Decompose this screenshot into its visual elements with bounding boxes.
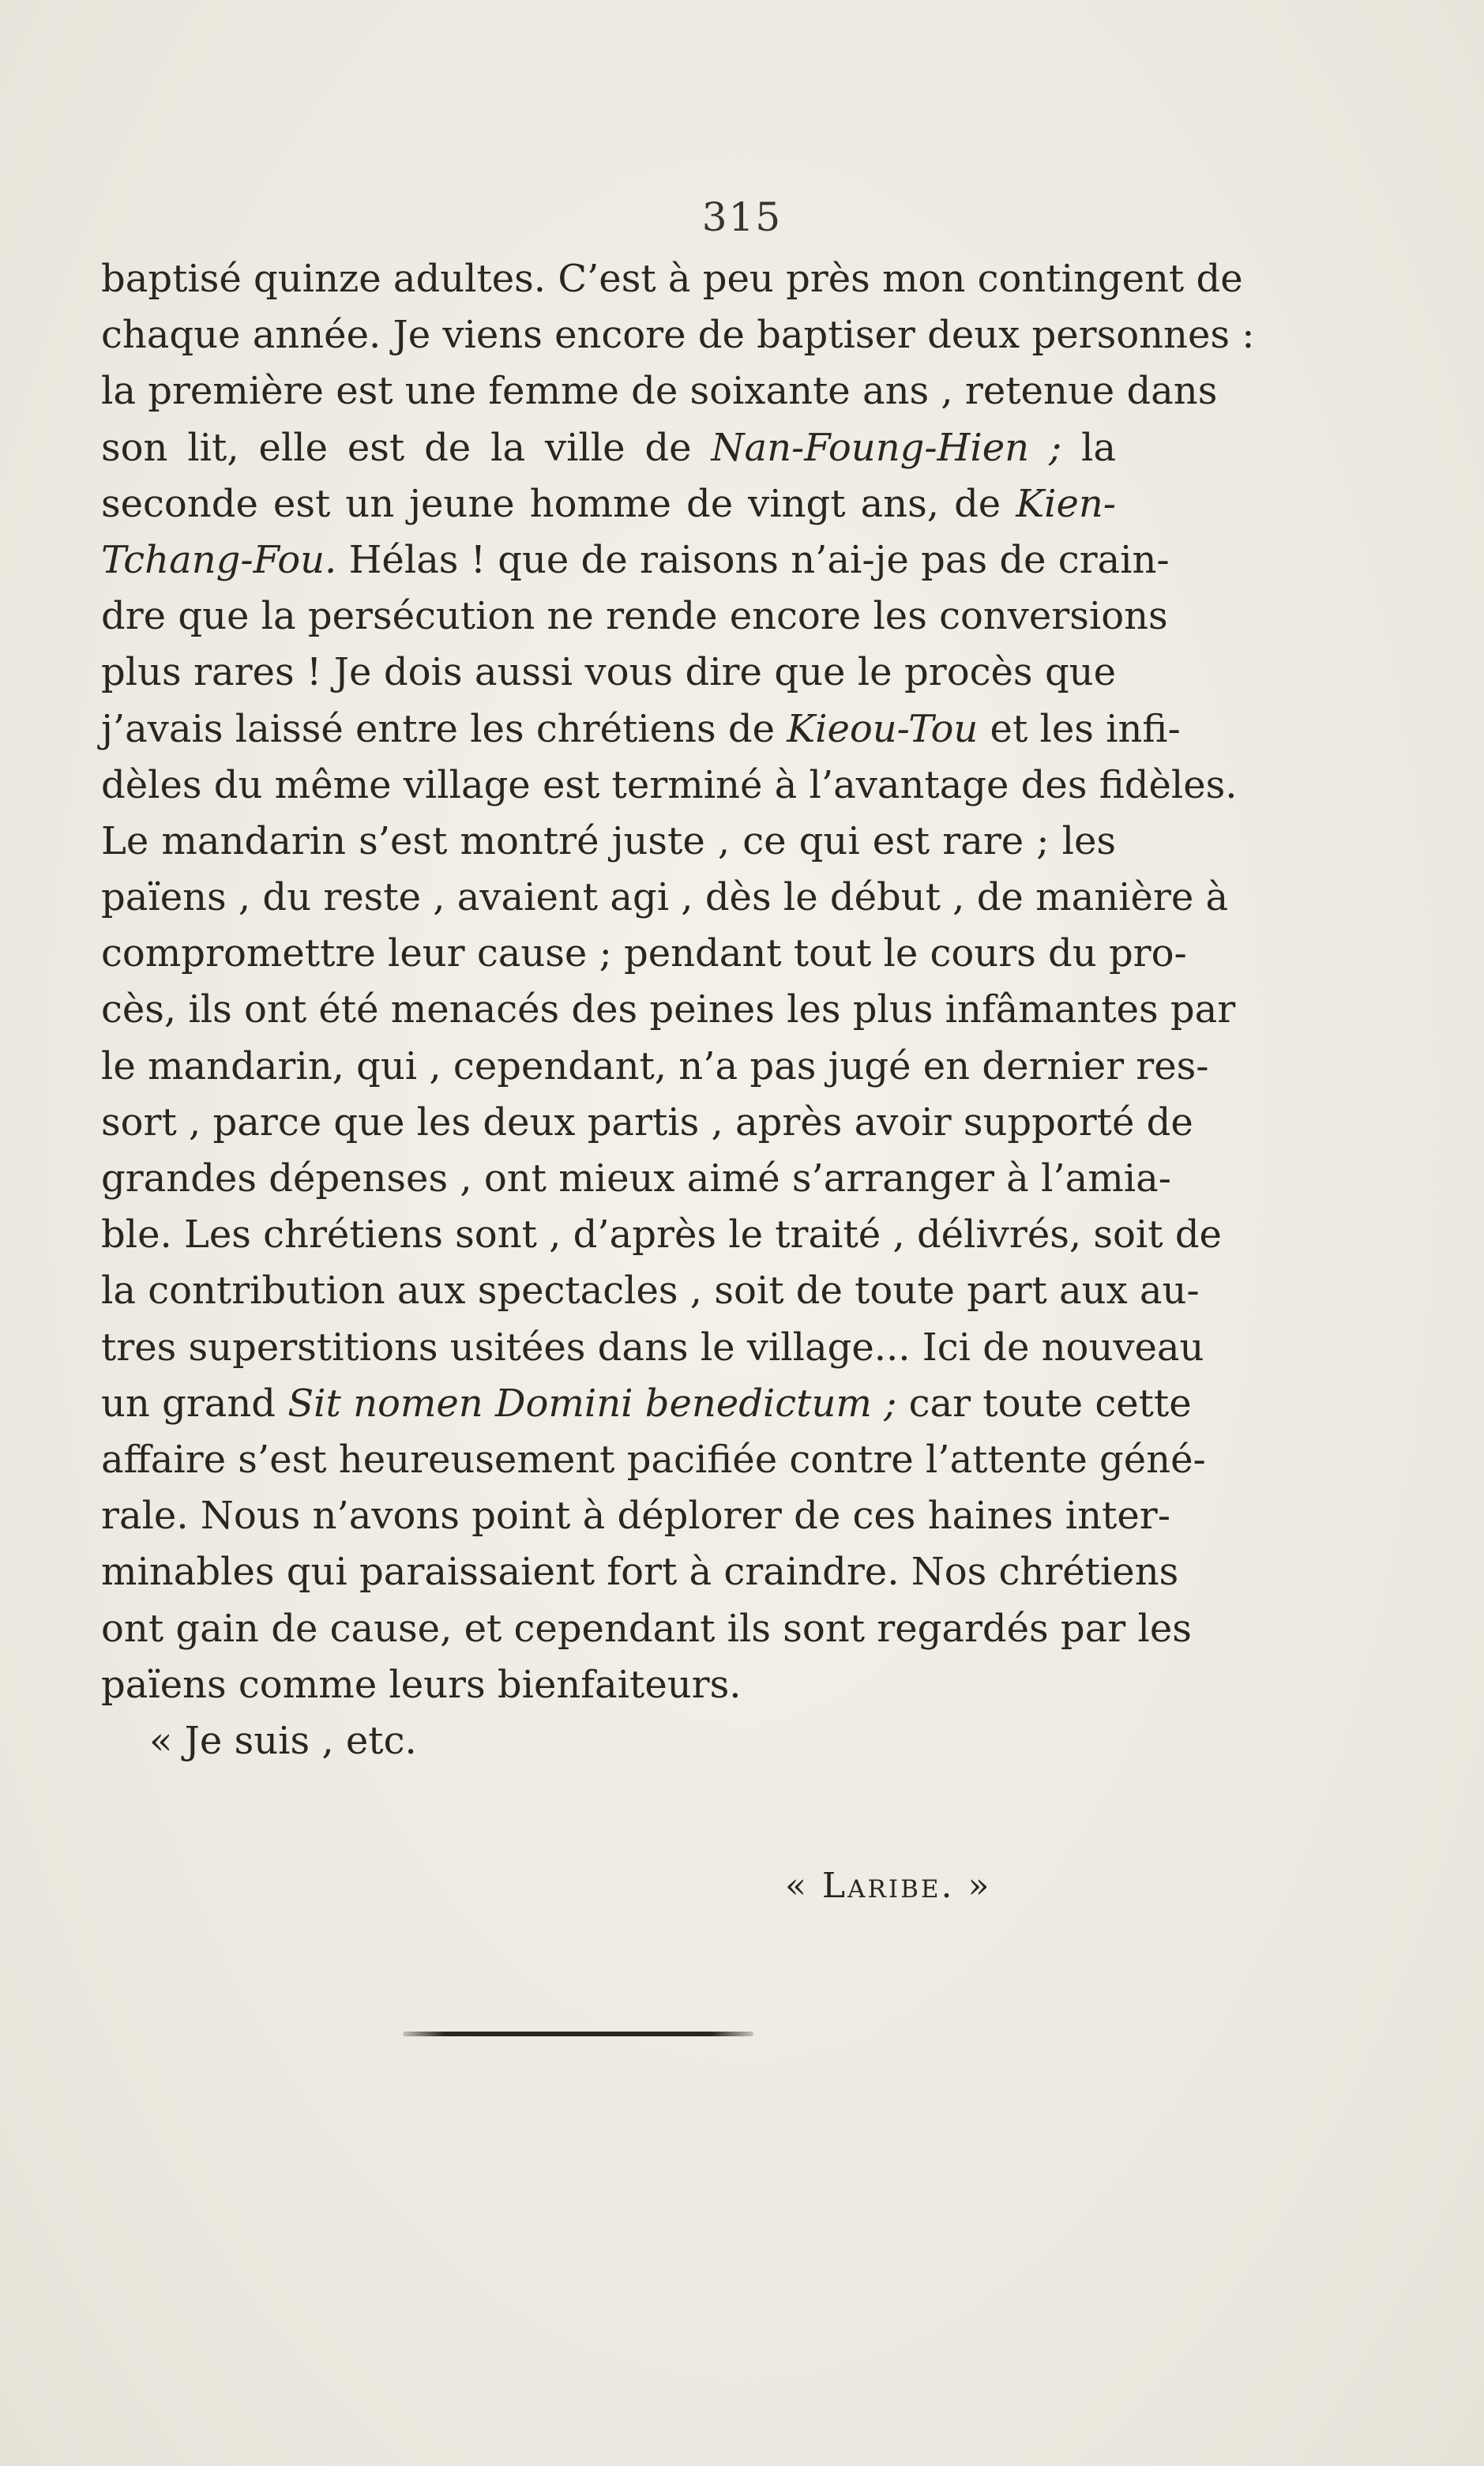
text-line (101, 926, 1187, 982)
text-span: dre que la persécution ne rende encore les conversions (101, 594, 1168, 639)
text-line (101, 870, 1229, 926)
text-span: la (1061, 425, 1117, 470)
text-line (101, 1095, 1193, 1151)
text-span: ont gain de cause, et cependant ils sont regardés par les (101, 1606, 1192, 1651)
italic-span: Sit nomen Domini benedictum ; (287, 1381, 897, 1426)
text-line (101, 251, 1243, 307)
text-line (101, 1657, 1116, 1713)
text-line (101, 1151, 1171, 1207)
text-line (101, 814, 1116, 870)
text-line (101, 1544, 1179, 1600)
text-line (101, 701, 1181, 757)
text-span: la contribution aux spectacles , soit de toute part aux au- (101, 1269, 1200, 1314)
text-span: le mandarin, qui , cependant, n’a pas jugé en dernier res- (101, 1043, 1209, 1088)
text-line (101, 1488, 1170, 1544)
text-span: grandes dépenses , ont mieux aimé s’arranger à l’amia- (101, 1156, 1171, 1201)
text-line (101, 1376, 1192, 1432)
text-line (101, 363, 1218, 419)
text-line (101, 588, 1168, 645)
text-line (101, 982, 1236, 1038)
text-span: car toute cette (896, 1381, 1192, 1426)
text-line (101, 1713, 1116, 1769)
text-span: la première est une femme de soixante ans , retenue dans (101, 369, 1218, 414)
text-span: sort , parce que les deux partis , après avoir supporté de (101, 1100, 1193, 1145)
text-span: cès, ils ont été menacés des peines les plus infâmantes par (101, 987, 1236, 1032)
text-span: compromettre leur cause ; pendant tout le cours du pro- (101, 931, 1187, 976)
text-span: païens , du reste , avaient agi , dès le début , de manière à (101, 875, 1229, 920)
text-span: Le mandarin s’est montré juste , ce qui est rare ; les (101, 818, 1116, 863)
text-span: son lit, elle est de la ville de (101, 425, 712, 470)
italic-span: Tchang-Fou. (101, 537, 337, 582)
text-span: rale. Nous n’avons point à déplorer de ces haines inter- (101, 1494, 1170, 1539)
text-line (101, 1432, 1206, 1488)
text-span: et les infi- (978, 706, 1181, 751)
signature (785, 1866, 991, 1906)
text-span: dèles du même village est terminé à l’avantage des fidèles. (101, 762, 1238, 807)
text-span: tres superstitions usitées dans le village... Ici de nouveau (101, 1325, 1204, 1370)
italic-span: Kieou-Tou (787, 706, 979, 751)
text-line (101, 476, 1116, 532)
body-text (101, 251, 1255, 1769)
text-line (101, 1263, 1200, 1319)
text-span: minables qui paraissaient fort à craindre. Nos chrétiens (101, 1550, 1179, 1595)
text-line (101, 1601, 1192, 1657)
page-number: 315 (701, 194, 783, 240)
text-line (101, 645, 1116, 701)
text-line (101, 1207, 1222, 1263)
italic-span: Nan-Foung-Hien ; (711, 425, 1062, 470)
text-span: plus rares ! Je dois aussi vous dire que le procès que (101, 650, 1116, 695)
text-span: païens comme leurs bienfaiteurs. (101, 1662, 742, 1707)
signature-text: « Laribe. » (785, 1866, 992, 1906)
closing-rule (403, 2032, 753, 2036)
italic-span: Kien- (1016, 481, 1116, 526)
text-line (101, 1039, 1209, 1095)
text-span: seconde est un jeune homme de vingt ans, de (101, 481, 1016, 526)
text-span: j’avais laissé entre les chrétiens de (101, 706, 787, 751)
text-line (101, 1320, 1204, 1376)
text-span: « Je suis , etc. (101, 1718, 417, 1763)
text-line (101, 420, 1116, 476)
text-span: baptisé quinze adultes. C’est à peu près mon contingent de (101, 257, 1243, 301)
text-line (101, 757, 1238, 814)
text-span: affaire s’est heureusement pacifiée contre l’attente géné- (101, 1437, 1206, 1482)
text-span: Hélas ! que de raisons n’ai-je pas de crain- (336, 537, 1170, 582)
text-line (101, 307, 1255, 363)
text-line (101, 532, 1170, 588)
text-span: ble. Les chrétiens sont , d’après le traité , délivrés, soit de (101, 1212, 1222, 1257)
text-span: chaque année. Je viens encore de baptiser deux personnes : (101, 313, 1255, 358)
text-span: un grand (101, 1381, 288, 1426)
